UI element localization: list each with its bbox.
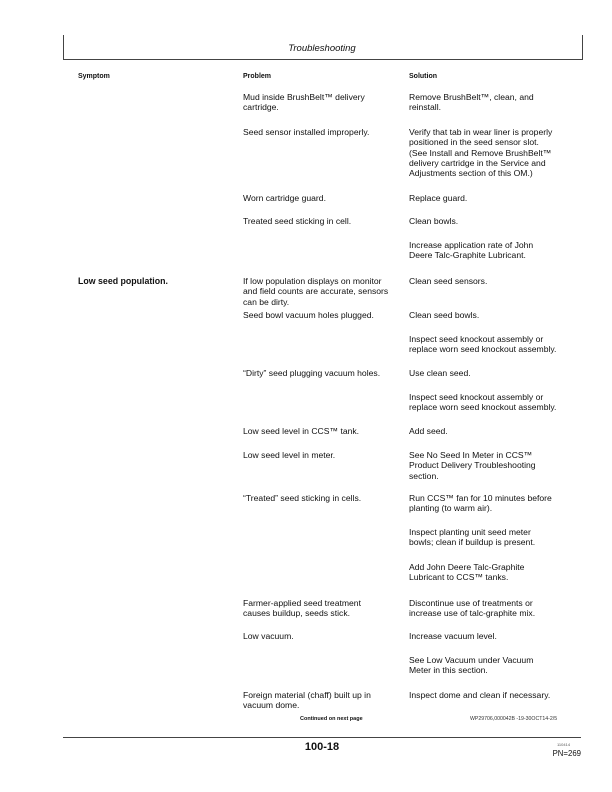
row-solution-cell: Add seed. (409, 426, 448, 436)
row-problem-cell: Seed bowl vacuum holes plugged. (243, 310, 374, 320)
row-problem-cell: If low population displays on monitor and field counts are accurate, sensors can be dirty. (243, 276, 389, 307)
row-problem-cell: Low vacuum. (243, 631, 294, 641)
row-solution-cell: Clean bowls. (409, 216, 459, 226)
row-problem-cell: Seed sensor installed improperly. (243, 127, 370, 137)
row-problem-cell: Treated seed sticking in cell. (243, 216, 352, 226)
row-solution-cell: Discontinue use of treatments or increase use of talc-graphite mix. (409, 598, 536, 619)
row-problem-cell: “Treated” seed sticking in cells. (243, 493, 362, 503)
row-solution-cell: See No Seed In Meter in CCS™ Product Delivery Troubleshooting section. (409, 450, 536, 481)
row-solution-cell: Replace guard. (409, 193, 468, 203)
pn-label: PN=269 (552, 749, 581, 758)
row-problem-cell: Farmer-applied seed treatment causes buildup, seeds stick. (243, 598, 361, 619)
column-header-solution: Solution (409, 73, 437, 80)
row-solution-cell: Clean seed sensors. (409, 276, 488, 286)
footer-rule (63, 737, 581, 738)
continued-note: Continued on next page (300, 716, 363, 722)
row-symptom-cell: Low seed population. (78, 276, 168, 286)
row-solution-cell: See Low Vacuum under Vacuum Meter in this section. (409, 655, 534, 676)
column-header-symptom: Symptom (78, 73, 110, 80)
column-header-problem: Problem (243, 73, 272, 80)
row-solution-cell: Use clean seed. (409, 368, 471, 378)
row-solution-cell: Add John Deere Talc-Graphite Lubricant to CCS™ tanks. (409, 562, 525, 583)
row-solution-cell: Inspect dome and clean if necessary. (409, 690, 551, 700)
page-header-title: Troubleshooting (288, 43, 356, 54)
row-solution-cell: Inspect seed knockout assembly or replace worn seed knockout assembly. (409, 334, 557, 355)
row-solution-cell: Increase vacuum level. (409, 631, 497, 641)
row-problem-cell: Mud inside BrushBelt™ delivery cartridge. (243, 92, 365, 113)
footer-code: 110414 (557, 742, 571, 747)
row-problem-cell: “Dirty” seed plugging vacuum holes. (243, 368, 381, 378)
row-solution-cell: Remove BrushBelt™, clean, and reinstall. (409, 92, 534, 113)
row-problem-cell: Foreign material (chaff) built up in vacuum dome. (243, 690, 371, 711)
row-problem-cell: Low seed level in CCS™ tank. (243, 426, 360, 436)
row-solution-cell: Increase application rate of John Deere Talc-Graphite Lubricant. (409, 240, 534, 261)
row-solution-cell: Inspect seed knockout assembly or replace worn seed knockout assembly. (409, 392, 557, 413)
row-solution-cell: Verify that tab in wear liner is properly positioned in the seed sensor slot. (See Install and Remove BrushBelt™ delivery cartridge in the Service and Adjustments section of this OM.) (409, 127, 553, 179)
row-problem-cell: Worn cartridge guard. (243, 193, 326, 203)
row-solution-cell: Clean seed bowls. (409, 310, 480, 320)
page-number: 100-18 (304, 741, 340, 753)
row-problem-cell: Low seed level in meter. (243, 450, 336, 460)
document-reference: WP29706,000042B -19-30OCT14-2/5 (470, 716, 558, 722)
row-solution-cell: Run CCS™ fan for 10 minutes before planting (to warm air). (409, 493, 552, 514)
row-solution-cell: Inspect planting unit seed meter bowls; clean if buildup is present. (409, 527, 536, 548)
